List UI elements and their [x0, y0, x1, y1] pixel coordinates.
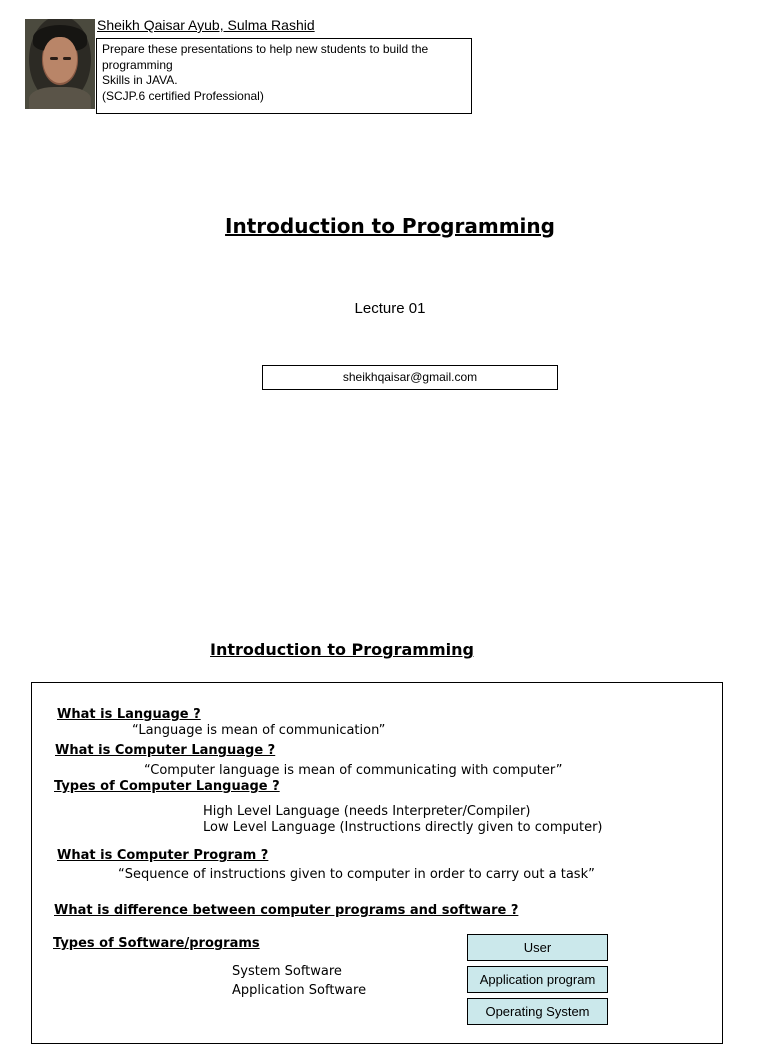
note-line: Skills in JAVA.	[102, 73, 178, 87]
question-computer-program: What is Computer Program ?	[57, 848, 269, 863]
question-language-types: Types of Computer Language ?	[54, 779, 280, 794]
software-type-application: Application Software	[232, 983, 367, 998]
answer-language: “Language is mean of communication”	[132, 723, 386, 738]
slide2-content-panel	[31, 682, 723, 1044]
author-note-box	[96, 38, 472, 114]
question-programs-vs-software: What is difference between computer programs and software ?	[54, 903, 519, 918]
note-line: (SCJP.6 certified Professional)	[102, 88, 264, 103]
author-names: Sheikh Qaisar Ayub, Sulma Rashid	[97, 17, 315, 33]
email-box: sheikhqaisar@gmail.com	[262, 365, 558, 390]
author-photo	[25, 19, 95, 109]
software-type-system: System Software	[232, 964, 342, 979]
question-software-types: Types of Software/programs	[53, 936, 260, 951]
note-line: programming	[102, 57, 173, 72]
answer-computer-program: “Sequence of instructions given to computer in order to carry out a task”	[118, 867, 595, 882]
layer-application-box: Application program	[467, 966, 608, 993]
question-language: What is Language ?	[57, 707, 201, 722]
photo-eye	[63, 57, 71, 60]
photo-eye	[50, 57, 58, 60]
language-type-high: High Level Language (needs Interpreter/Compiler)	[203, 804, 531, 819]
slide2-title: Introduction to Programming	[210, 640, 474, 659]
question-computer-language: What is Computer Language ?	[55, 743, 276, 758]
photo-face	[43, 37, 77, 83]
photo-shirt	[29, 87, 91, 109]
slide1-title: Introduction to Programming	[225, 214, 555, 238]
layer-user-box: User	[467, 934, 608, 961]
layer-os-box: Operating System	[467, 998, 608, 1025]
answer-computer-language: “Computer language is mean of communicating with computer”	[144, 763, 563, 778]
lecture-number: Lecture 01	[354, 300, 426, 317]
language-type-low: Low Level Language (Instructions directly given to computer)	[203, 820, 603, 835]
note-line: Prepare these presentations to help new students to build the	[102, 42, 429, 56]
